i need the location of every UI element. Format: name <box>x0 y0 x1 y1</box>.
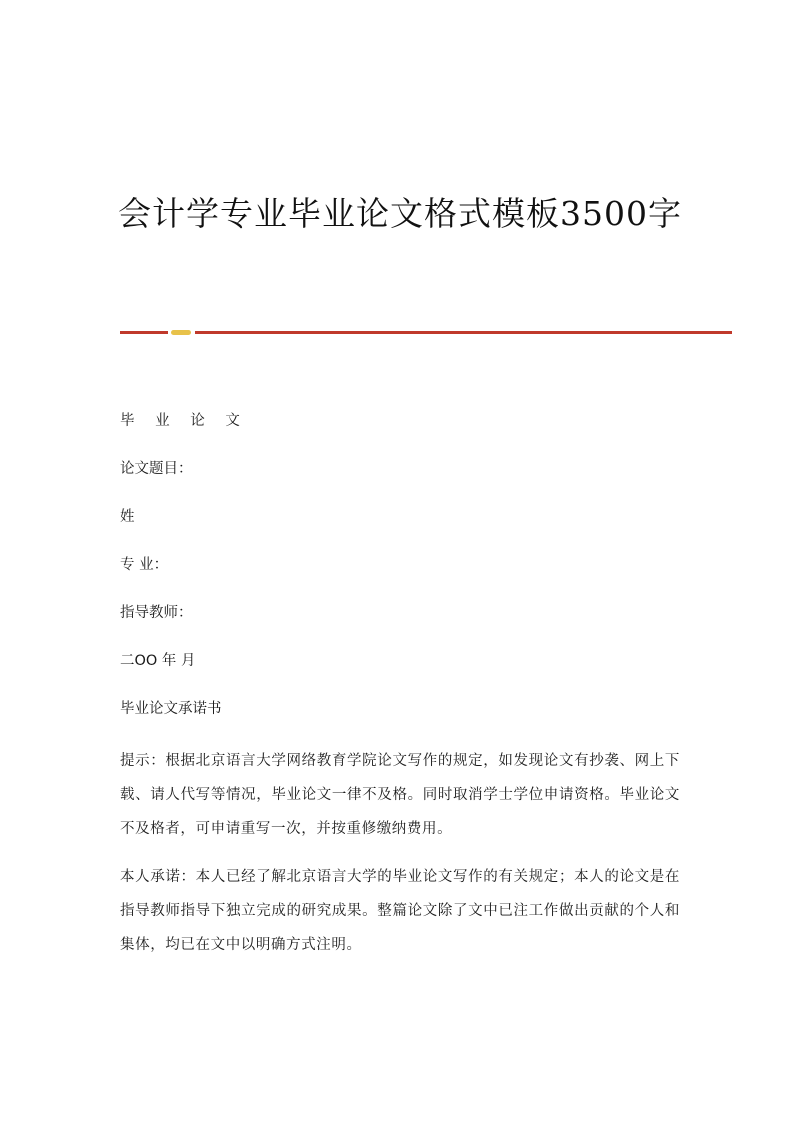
title-divider <box>120 331 732 335</box>
page-title: 会计学专业毕业论文格式模板3500字 <box>118 194 682 233</box>
divider-right-segment <box>195 331 732 334</box>
pledge-statement: 本人承诺：本人已经了解北京语言大学的毕业论文写作的有关规定；本人的论文是在指导教师指导下独立完成的研究成果。整篇论文除了文中已注工作做出贡献的个人和集体，均已在文中以明确方式注明。 <box>120 869 680 953</box>
document-body <box>120 408 680 976</box>
divider-left-segment <box>120 331 168 334</box>
name-label: 姓 <box>120 509 135 525</box>
topic-label: 论文题目： <box>120 461 193 477</box>
divider-ornament <box>171 330 191 335</box>
pledge-notice: 提示：根据北京语言大学网络教育学院论文写作的规定，如发现论文有抄袭、网上下载、请人代写等情况，毕业论文一律不及格。同时取消学士学位申请资格。毕业论文不及格者，可申请重写一次，并按重修缴纳费用。 <box>120 753 680 837</box>
pledge-heading: 毕业论文承诺书 <box>120 701 222 717</box>
advisor-label: 指导教师： <box>120 605 193 621</box>
major-label: 专 业： <box>120 557 169 573</box>
date-label: 二OO 年 月 <box>120 653 196 669</box>
cover-heading: 毕 业 论 文 <box>120 413 248 429</box>
